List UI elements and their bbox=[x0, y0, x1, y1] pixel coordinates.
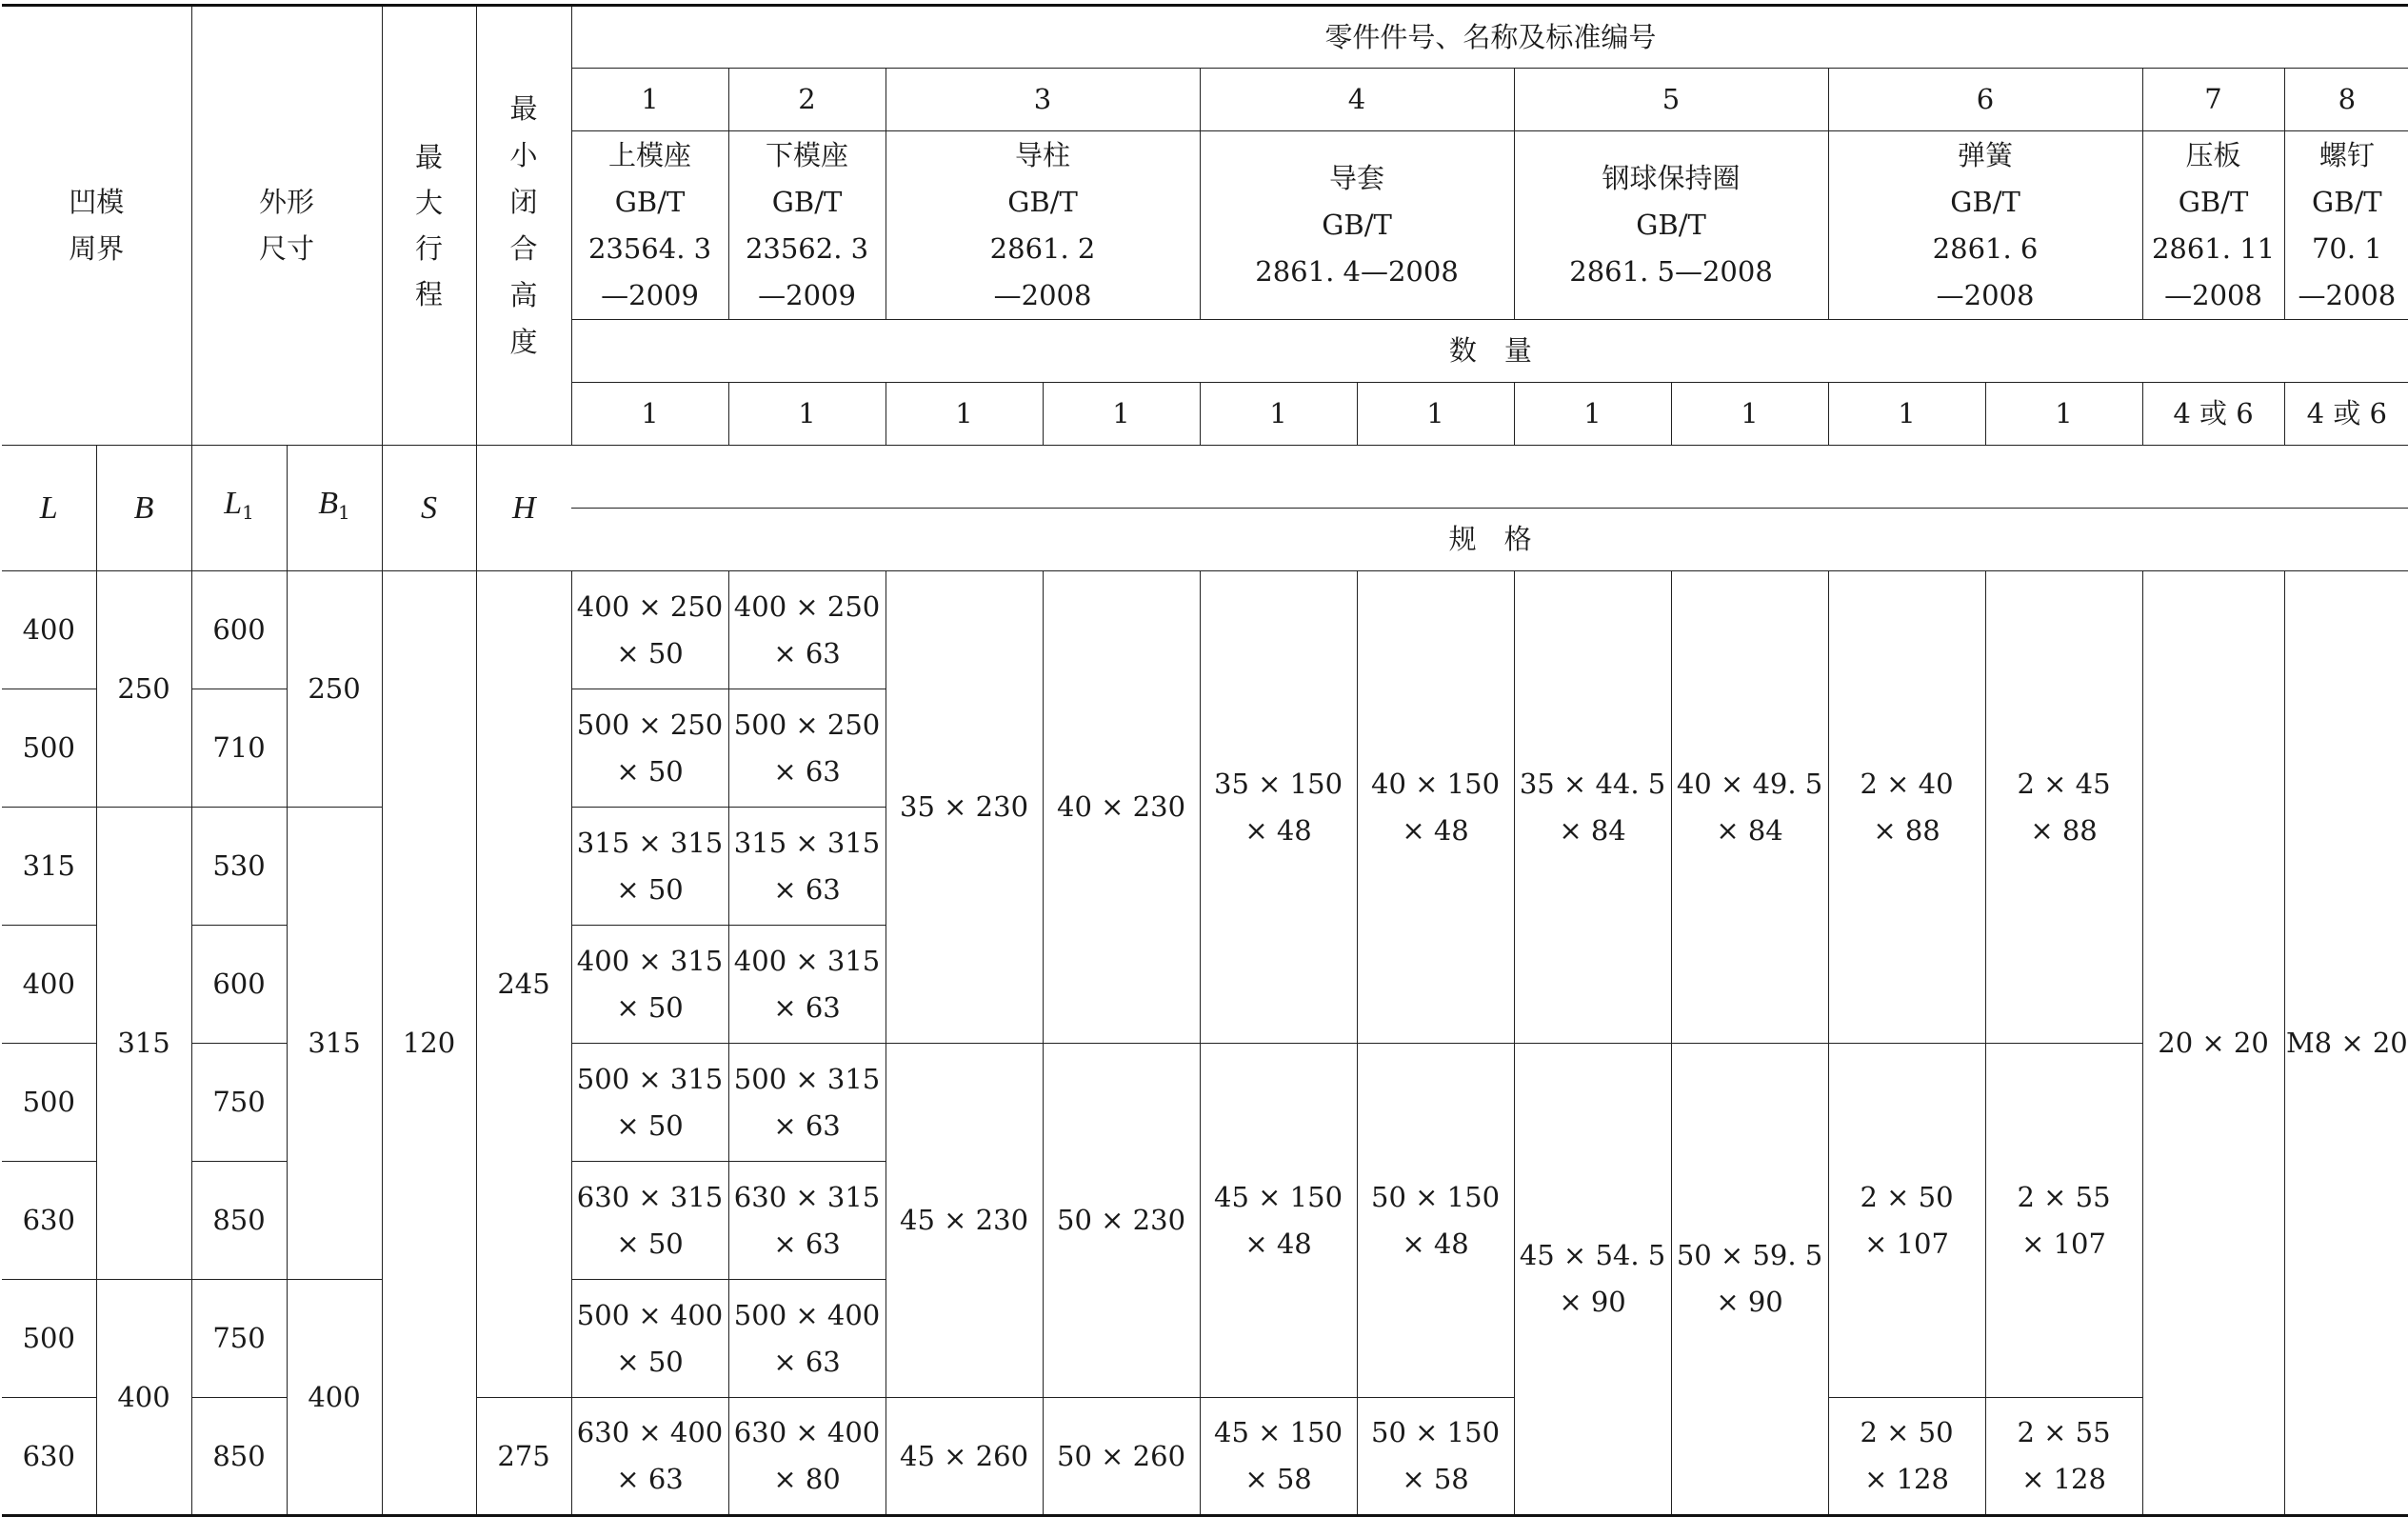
cell-l: 630 bbox=[2, 1162, 96, 1280]
cell-l: 500 bbox=[2, 1280, 96, 1398]
specification-header: 规 格 bbox=[571, 509, 2408, 571]
cell-l1: 530 bbox=[191, 808, 287, 926]
cell-l1: 750 bbox=[191, 1280, 287, 1398]
cell-ball-cage-a: 45 × 54. 5 × 90 bbox=[1514, 1044, 1671, 1516]
qty-guide-pillar-b: 1 bbox=[1043, 383, 1200, 446]
cell-l1: 850 bbox=[191, 1398, 287, 1516]
cell-guide-pillar-b: 40 × 230 bbox=[1043, 571, 1200, 1044]
cell-lower-base: 315 × 315 × 63 bbox=[728, 808, 886, 926]
min-closed-height-header: 最 小 闭 合 高 度 bbox=[476, 6, 571, 446]
cell-lower-base: 630 × 400 × 80 bbox=[728, 1398, 886, 1516]
cell-ball-cage-a: 35 × 44. 5 × 84 bbox=[1514, 571, 1671, 1044]
cell-guide-pillar-a: 35 × 230 bbox=[886, 571, 1043, 1044]
cell-l1: 710 bbox=[191, 689, 287, 808]
cell-l1: 750 bbox=[191, 1044, 287, 1162]
cell-upper-base: 630 × 400 × 63 bbox=[571, 1398, 728, 1516]
cell-upper-base: 630 × 315 × 50 bbox=[571, 1162, 728, 1280]
cell-lower-base: 400 × 250 × 63 bbox=[728, 571, 886, 689]
cell-b: 250 bbox=[96, 571, 191, 808]
cell-upper-base: 315 × 315 × 50 bbox=[571, 808, 728, 926]
cell-upper-base: 400 × 250 × 50 bbox=[571, 571, 728, 689]
symbol-b1: $B_1$ bbox=[287, 446, 382, 571]
cell-ball-cage-b: 40 × 49. 5 × 84 bbox=[1671, 571, 1828, 1044]
cell-guide-bush-b: 40 × 150 × 48 bbox=[1357, 571, 1514, 1044]
part-number-5: 5 bbox=[1514, 69, 1828, 131]
cell-min-closed-height: 245 bbox=[476, 571, 571, 1398]
qty-guide-pillar-a: 1 bbox=[886, 383, 1043, 446]
die-set-spec-table bbox=[2, 4, 2408, 1517]
qty-clamp-plate: 4 或 6 bbox=[2142, 383, 2284, 446]
cell-b1: 315 bbox=[287, 808, 382, 1280]
cell-guide-bush-a: 35 × 150 × 48 bbox=[1200, 571, 1357, 1044]
part-name-lower-base: 下模座 GB/T 23562. 3 —2009 bbox=[728, 131, 886, 320]
cell-l: 500 bbox=[2, 689, 96, 808]
cell-guide-pillar-b: 50 × 260 bbox=[1043, 1398, 1200, 1516]
cell-guide-bush-a: 45 × 150 × 48 bbox=[1200, 1044, 1357, 1398]
cell-l1: 850 bbox=[191, 1162, 287, 1280]
part-number-2: 2 bbox=[728, 69, 886, 131]
symbol-h: H bbox=[476, 446, 571, 571]
part-number-8: 8 bbox=[2284, 69, 2408, 131]
qty-upper-base: 1 bbox=[571, 383, 728, 446]
cell-spring-a: 2 × 50 × 128 bbox=[1828, 1398, 1985, 1516]
cell-guide-pillar-b: 50 × 230 bbox=[1043, 1044, 1200, 1398]
qty-guide-bush-a: 1 bbox=[1200, 383, 1357, 446]
qty-ball-cage-a: 1 bbox=[1514, 383, 1671, 446]
cell-l: 400 bbox=[2, 926, 96, 1044]
part-name-ball-cage: 钢球保持圈 GB/T 2861. 5—2008 bbox=[1514, 131, 1828, 320]
cell-screw: M8 × 20 bbox=[2284, 571, 2408, 1516]
outline-size-header: 外形 尺寸 bbox=[191, 6, 382, 446]
cell-max-stroke: 120 bbox=[382, 571, 476, 1516]
part-number-6: 6 bbox=[1828, 69, 2142, 131]
symbol-l1: $L_1$ bbox=[191, 446, 287, 571]
cell-ball-cage-b: 50 × 59. 5 × 90 bbox=[1671, 1044, 1828, 1516]
cell-guide-pillar-a: 45 × 260 bbox=[886, 1398, 1043, 1516]
cell-lower-base: 630 × 315 × 63 bbox=[728, 1162, 886, 1280]
die-perimeter-header: 凹模 周界 bbox=[2, 6, 191, 446]
cell-upper-base: 500 × 315 × 50 bbox=[571, 1044, 728, 1162]
cell-l1: 600 bbox=[191, 571, 287, 689]
cell-upper-base: 400 × 315 × 50 bbox=[571, 926, 728, 1044]
cell-upper-base: 500 × 400 × 50 bbox=[571, 1280, 728, 1398]
cell-l: 315 bbox=[2, 808, 96, 926]
cell-l: 500 bbox=[2, 1044, 96, 1162]
cell-b1: 250 bbox=[287, 571, 382, 808]
parts-group-header: 零件件号、名称及标准编号 bbox=[571, 6, 2408, 69]
part-name-upper-base: 上模座 GB/T 23564. 3 —2009 bbox=[571, 131, 728, 320]
cell-spring-a: 2 × 40 × 88 bbox=[1828, 571, 1985, 1044]
part-number-7: 7 bbox=[2142, 69, 2284, 131]
quantity-header: 数 量 bbox=[571, 320, 2408, 383]
part-name-guide-pillar: 导柱 GB/T 2861. 2 —2008 bbox=[886, 131, 1200, 320]
qty-screw: 4 或 6 bbox=[2284, 383, 2408, 446]
part-name-spring: 弹簧 GB/T 2861. 6 —2008 bbox=[1828, 131, 2142, 320]
cell-guide-bush-a: 45 × 150 × 58 bbox=[1200, 1398, 1357, 1516]
part-name-clamp-plate: 压板 GB/T 2861. 11 —2008 bbox=[2142, 131, 2284, 320]
part-number-3: 3 bbox=[886, 69, 1200, 131]
part-number-1: 1 bbox=[571, 69, 728, 131]
cell-spring-a: 2 × 50 × 107 bbox=[1828, 1044, 1985, 1398]
cell-upper-base: 500 × 250 × 50 bbox=[571, 689, 728, 808]
symbol-l: L bbox=[2, 446, 96, 571]
cell-guide-bush-b: 50 × 150 × 48 bbox=[1357, 1044, 1514, 1398]
cell-clamp-plate: 20 × 20 bbox=[2142, 571, 2284, 1516]
cell-lower-base: 500 × 250 × 63 bbox=[728, 689, 886, 808]
qty-lower-base: 1 bbox=[728, 383, 886, 446]
symbol-b: B bbox=[96, 446, 191, 571]
cell-min-closed-height: 275 bbox=[476, 1398, 571, 1516]
cell-l: 400 bbox=[2, 571, 96, 689]
part-name-screw: 螺钉 GB/T 70. 1 —2008 bbox=[2284, 131, 2408, 320]
symbol-s: S bbox=[382, 446, 476, 571]
cell-guide-pillar-a: 45 × 230 bbox=[886, 1044, 1043, 1398]
cell-b1: 400 bbox=[287, 1280, 382, 1516]
cell-b: 400 bbox=[96, 1280, 191, 1516]
part-name-guide-bush: 导套 GB/T 2861. 4—2008 bbox=[1200, 131, 1514, 320]
qty-spring-b: 1 bbox=[1985, 383, 2142, 446]
cell-lower-base: 500 × 315 × 63 bbox=[728, 1044, 886, 1162]
cell-lower-base: 400 × 315 × 63 bbox=[728, 926, 886, 1044]
qty-guide-bush-b: 1 bbox=[1357, 383, 1514, 446]
cell-spring-b: 2 × 55 × 128 bbox=[1985, 1398, 2142, 1516]
cell-guide-bush-b: 50 × 150 × 58 bbox=[1357, 1398, 1514, 1516]
part-number-4: 4 bbox=[1200, 69, 1514, 131]
max-stroke-header: 最 大 行 程 bbox=[382, 6, 476, 446]
qty-spring-a: 1 bbox=[1828, 383, 1985, 446]
cell-l: 630 bbox=[2, 1398, 96, 1516]
cell-l1: 600 bbox=[191, 926, 287, 1044]
cell-b: 315 bbox=[96, 808, 191, 1280]
qty-ball-cage-b: 1 bbox=[1671, 383, 1828, 446]
cell-spring-b: 2 × 55 × 107 bbox=[1985, 1044, 2142, 1398]
cell-spring-b: 2 × 45 × 88 bbox=[1985, 571, 2142, 1044]
cell-lower-base: 500 × 400 × 63 bbox=[728, 1280, 886, 1398]
